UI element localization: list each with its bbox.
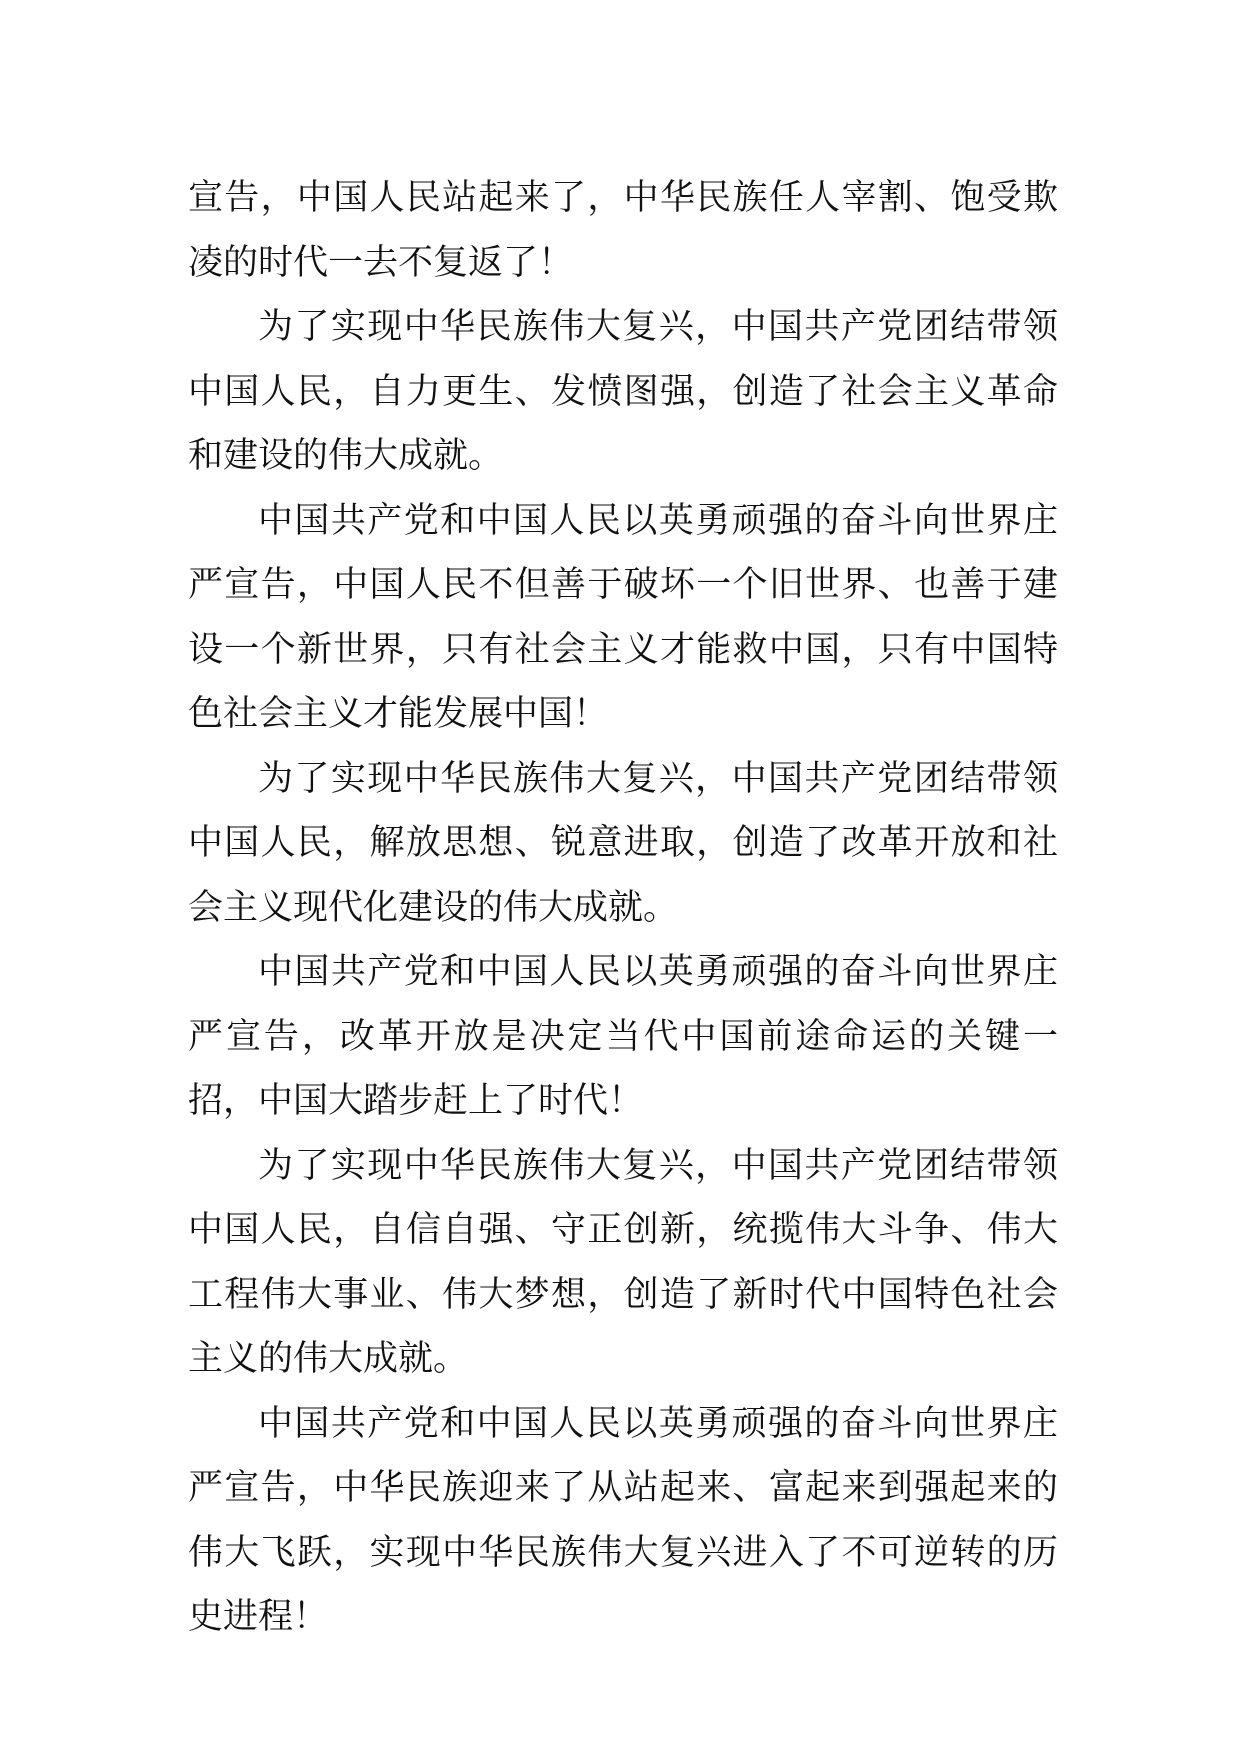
paragraph-7: 中国共产党和中国人民以英勇顽强的奋斗向世界庄严宣告，中华民族迎来了从站起来、富起来到强起来的伟大飞跃，实现中华民族伟大复兴进入了不可逆转的历史进程！ [188,1403,1058,1637]
paragraph-6: 为了实现中华民族伟大复兴，中国共产党团结带领中国人民，自信自强、守正创新，统揽伟大斗争、伟大工程伟大事业、伟大梦想，创造了新时代中国特色社会主义的伟大成就。 [188,1145,1058,1379]
document-page [188,166,1058,1650]
paragraph-4: 为了实现中华民族伟大复兴，中国共产党团结带领中国人民，解放思想、锐意进取，创造了改革开放和社会主义现代化建设的伟大成就。 [188,758,1058,928]
paragraph-5: 中国共产党和中国人民以英勇顽强的奋斗向世界庄严宣告，改革开放是决定当代中国前途命运的关键一招，中国大踏步赶上了时代！ [188,952,1058,1121]
paragraph-1: 宣告，中国人民站起来了，中华民族任人宰割、饱受欺凌的时代一去不复返了！ [188,178,1058,283]
paragraph-3: 中国共产党和中国人民以英勇顽强的奋斗向世界庄严宣告，中国人民不但善于破坏一个旧世界、也善于建设一个新世界，只有社会主义才能救中国，只有中国特色社会主义才能发展中国！ [188,500,1058,734]
paragraph-2: 为了实现中华民族伟大复兴，中国共产党团结带领中国人民，自力更生、发愤图强，创造了社会主义革命和建设的伟大成就。 [188,307,1058,476]
